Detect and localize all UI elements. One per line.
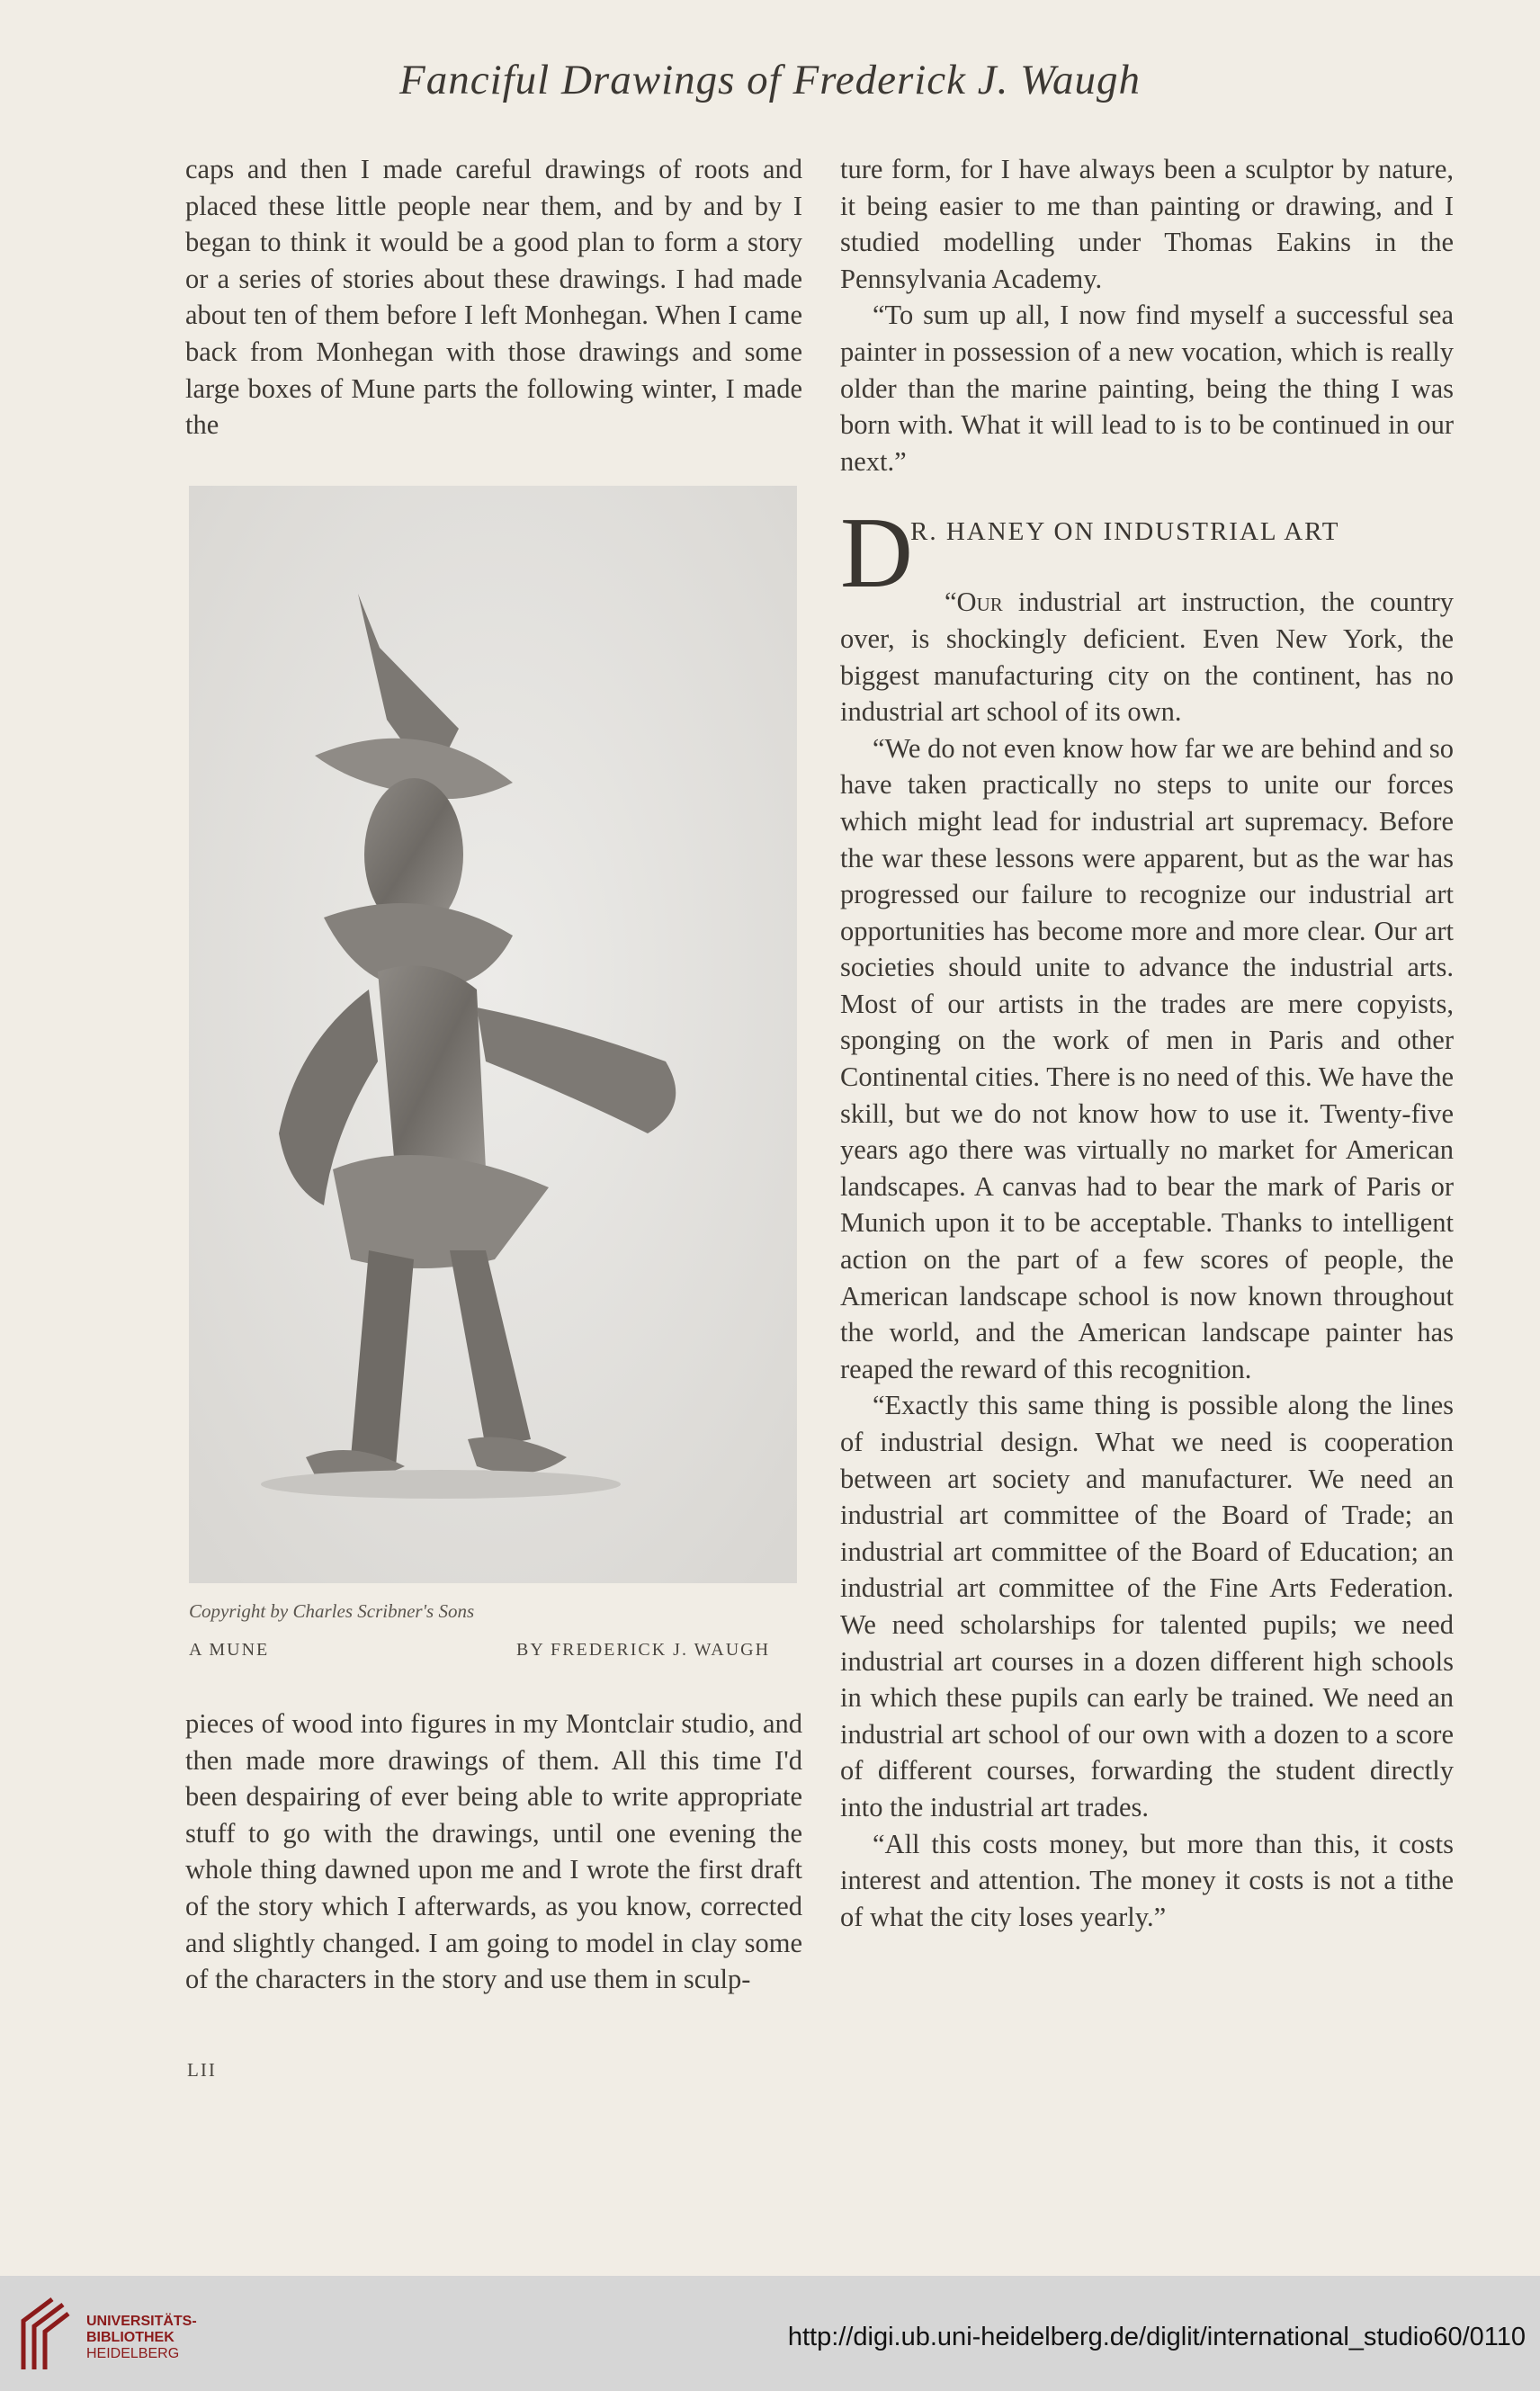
body-paragraph: “To sum up all, I now find myself a successful sea painter in possession of a new vocation, which is really older than the marine painting, being the thing I was born with. What it will lead to is to be continued in our next.” [840,300,1454,477]
left-column-bottom [185,1706,802,1998]
page-number: LII [187,2059,217,2081]
mune-sculpture-image [189,486,797,1583]
body-paragraph: caps and then I made careful drawings of roots and placed these little people near them, and by and by I began to think it would be a good plan to form a story or a series of stories about these drawings. I had made about ten of them before I left Monhegan. When I came back from Monhegan with those drawings and some large boxes of Mune parts the following winter, I made the [185,154,802,441]
running-head: Fanciful Drawings of Frederick J. Waugh [399,57,1141,103]
mune-figure-photo [189,486,797,1583]
body-paragraph: pieces of wood into figures in my Montclair studio, and then made more drawings of them. All this time I'd been despairing of ever being able to write appropriate stuff to go with the drawings, until one evening the whole thing dawned upon me and I wrote the first draft of the story which I afterwards, as you know, corrected and slightly changed. I am going to model in clay some of the characters in the story and use them in sculp- [185,1708,802,1995]
photo-credit: Copyright by Charles Scribner's Sons [189,1600,475,1622]
drop-cap: D [840,497,913,610]
open-quote: “ [945,587,957,618]
digitization-footer [0,2276,1540,2391]
left-column-top [185,151,802,443]
body-paragraph [840,584,1454,730]
smallcaps-word: Our [956,587,1003,618]
source-url-link[interactable]: http://digi.ub.uni-heidelberg.de/diglit/international_studio60/0110 [787,2323,1526,2351]
figure-caption-title: A MUNE [189,1640,270,1660]
logo-line: UNIVERSITÄTS- [86,2314,197,2329]
library-logo-icon [16,2294,72,2377]
paragraph-text: industrial art instruction, the country over, is shockingly deficient. Even New York, the biggest manufacturing city on the continent, has no industrial art school of its own. [840,587,1454,728]
figure-caption-artist: BY FREDERICK J. WAUGH [516,1640,771,1660]
body-paragraph: “All this costs money, but more than this, it costs interest and attention. The money it costs is not a tithe of what the city loses yearly.” [840,1828,1454,1932]
body-paragraph: ture form, for I have always been a sculptor by nature, it being easier to me than painting or drawing, and I studied modelling under Thomas Eakins in the Pennsylvania Academy. [840,154,1454,294]
library-logo-text [86,2314,197,2362]
body-paragraph: “Exactly this same thing is possible along the lines of industrial design. What we need is cooperation between art society and manufacturer. We need an industrial art committee of the Board of Trade; an industrial art committee of the Board of Education; an industrial art committee of the Fine Arts Federation. We need scholarships for talented pupils; we need industrial art courses in a dozen different high schools in which these pupils can early be trained. We need an industrial art school of our own with a dozen to a score of different courses, forwarding the student directly into the industrial art trades. [840,1390,1454,1822]
logo-line: HEIDELBERG [86,2346,180,2361]
body-paragraph: “We do not even know how far we are behind and so have taken practically no steps to unite our forces which might lead for industrial art supremacy. Before the war these lessons were apparent, but as the war has progressed our failure to recognize our industrial art opportunities has become more and more clear. Our art societies should unite to advance the industrial arts. Most of our artists in the trades are mere copyists, sponging on the work of men in Paris and other Continental cities. There is no need of this. We have the skill, but we do not know how to use it. Twenty-five years ago there was virtually no market for American landscapes. A canvas had to bear the mark of Paris or Munich upon it to be acceptable. Thanks to intelligent action on the part of a few scores of people, the American landscape school is now known throughout the world, and the American landscape painter has reaped the reward of this recognition. [840,732,1454,1384]
right-column [840,151,1454,1935]
section-heading-text: R. HANEY ON INDUSTRIAL ART [910,517,1340,547]
logo-line: BIBLIOTHEK [86,2330,175,2345]
